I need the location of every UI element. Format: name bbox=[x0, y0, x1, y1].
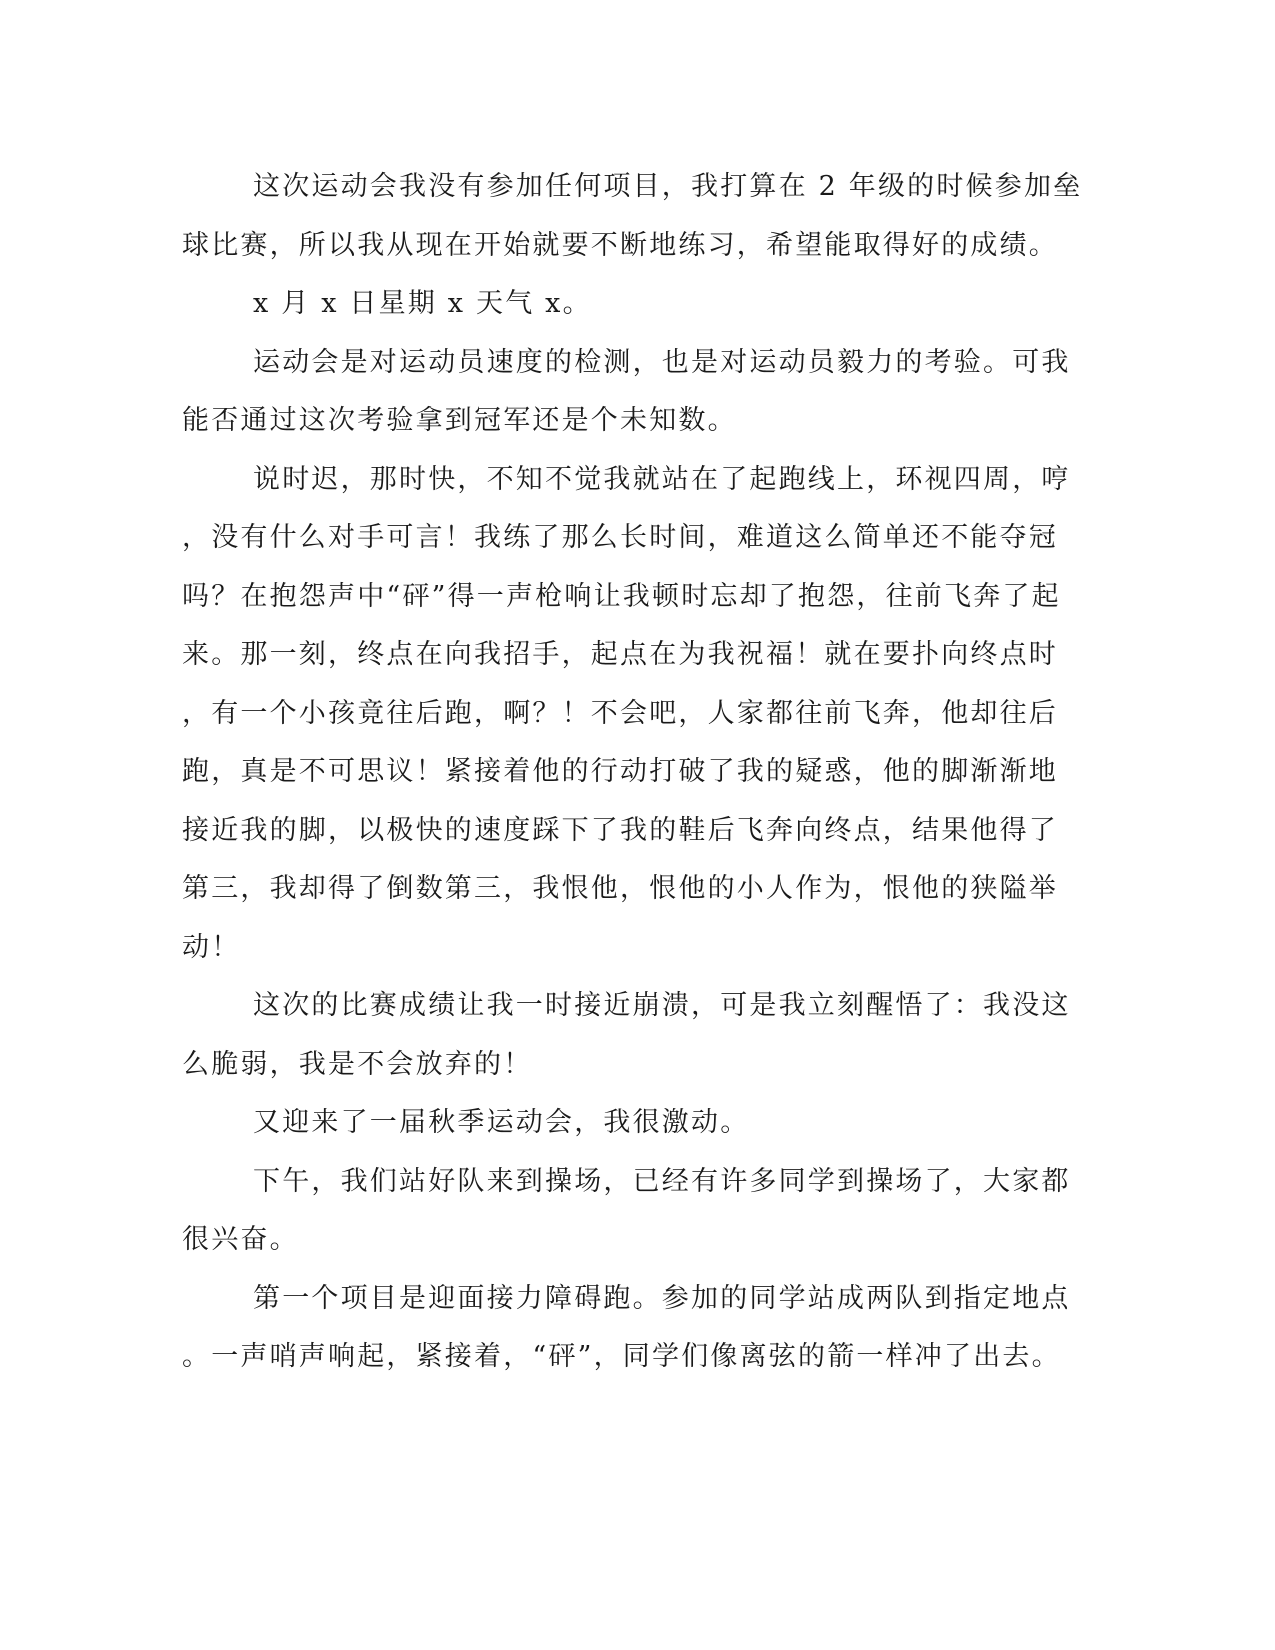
text-line: 说时迟，那时快，不知不觉我就站在了起跑线上，环视四周，哼 bbox=[253, 463, 1071, 495]
text-line: 接近我的脚，以极快的速度踩下了我的鞋后飞奔向终点，结果他得了 bbox=[182, 814, 1058, 846]
text-line: ，有一个小孩竟往后跑，啊？！不会吧，人家都往前飞奔，他却往后 bbox=[182, 697, 1058, 729]
text-line: 么脆弱，我是不会放弃的！ bbox=[182, 1048, 533, 1080]
text-line: 能否通过这次考验拿到冠军还是个未知数。 bbox=[182, 405, 737, 436]
text-line: x 月 x 日星期 x 天气 x。 bbox=[253, 288, 592, 319]
text-line: 。一声哨声响起，紧接着，“砰”，同学们像离弦的箭一样冲了出去。 bbox=[182, 1341, 1061, 1372]
text-line: 第一个项目是迎面接力障碍跑。参加的同学站成两队到指定地点 bbox=[253, 1282, 1071, 1314]
text-line: 跑，真是不可思议！紧接着他的行动打破了我的疑惑，他的脚渐渐地 bbox=[182, 756, 1058, 787]
text-line: 来。那一刻，终点在向我招手，起点在为我祝福！就在要扑向终点时 bbox=[182, 639, 1058, 670]
text-line: ，没有什么对手可言！我练了那么长时间，难道这么简单还不能夺冠 bbox=[182, 522, 1058, 553]
text-line: 又迎来了一届秋季运动会，我很激动。 bbox=[253, 1107, 750, 1138]
text-line: 吗？在抱怨声中“砰”得一声枪响让我顿时忘却了抱怨，往前飞奔了起 bbox=[182, 580, 1061, 612]
text-line: 球比赛，所以我从现在开始就要不断地练习，希望能取得好的成绩。 bbox=[182, 229, 1058, 261]
text-line: 运动会是对运动员速度的检测，也是对运动员毅力的考验。可我 bbox=[253, 346, 1071, 378]
text-line: 动！ bbox=[182, 931, 241, 963]
text-line: 这次的比赛成绩让我一时接近崩溃，可是我立刻醒悟了：我没这 bbox=[253, 990, 1071, 1021]
document-body bbox=[182, 158, 1083, 1387]
text-line: 下午，我们站好队来到操场，已经有许多同学到操场了，大家都 bbox=[253, 1165, 1071, 1197]
text-line: 这次运动会我没有参加任何项目，我打算在 2 年级的时候参加垒 bbox=[253, 171, 1083, 202]
text-line: 很兴奋。 bbox=[182, 1224, 299, 1255]
text-line: 第三，我却得了倒数第三，我恨他，恨他的小人作为，恨他的狭隘举 bbox=[182, 873, 1058, 904]
